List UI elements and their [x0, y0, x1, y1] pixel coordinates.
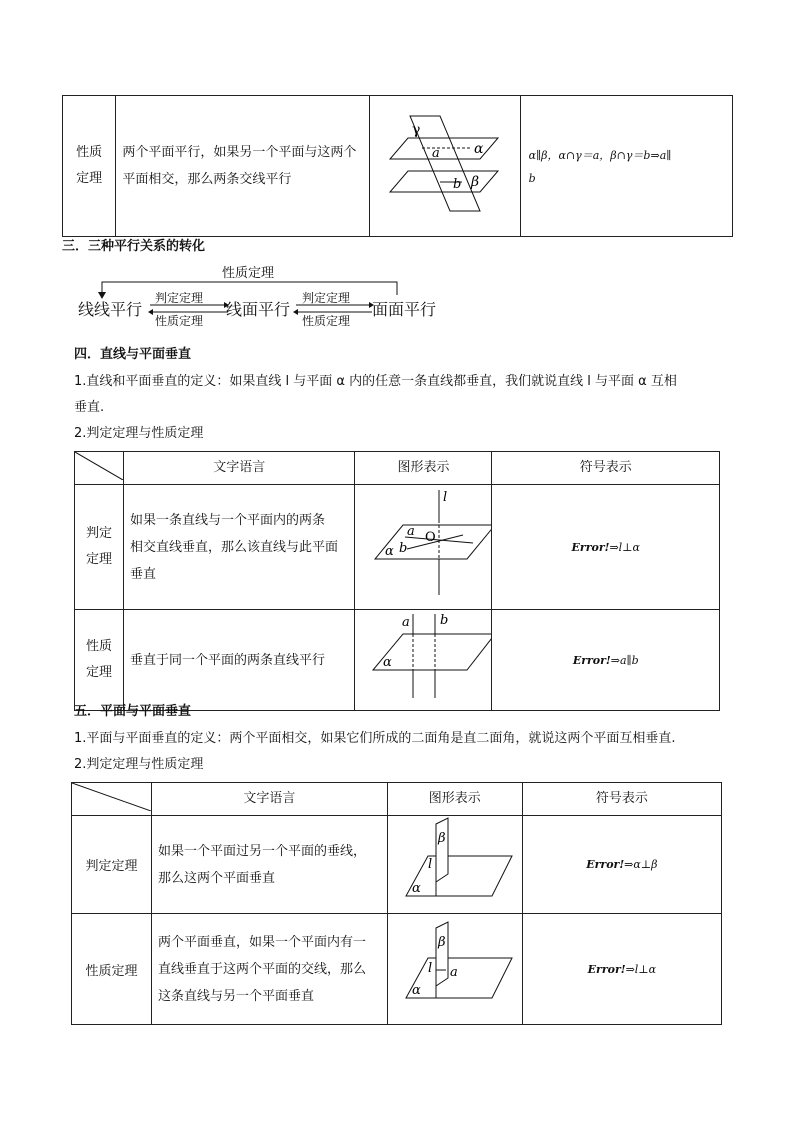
- label-gamma: γ: [411, 122, 421, 138]
- symbol-line2: b: [528, 172, 536, 185]
- row1-symbol-rest: ⇒l⊥α: [609, 540, 640, 554]
- label-o: O: [425, 530, 437, 545]
- parallel-planes-table: [62, 95, 733, 237]
- row1-symbol-error: Error!: [571, 540, 610, 554]
- label-alpha: α: [411, 881, 421, 896]
- header-text: 文字语言: [152, 783, 388, 816]
- section4-def-line2: 垂直.: [74, 400, 105, 415]
- parallel-planes-figure: [370, 96, 520, 232]
- row2-text1: 垂直于同一个平面的两条直线平行: [130, 652, 326, 668]
- arrow1-top: 判定定理: [155, 291, 204, 305]
- plane-perp-line-figure: [388, 914, 522, 1020]
- row1-symbol-error: Error!: [586, 858, 625, 871]
- row1-text2: 相交直线垂直，那么该直线与此平面: [130, 539, 339, 555]
- row2-name-cell: [75, 610, 124, 711]
- parallel-transformation-diagram: [78, 260, 458, 330]
- row2-name1: 性质: [85, 639, 112, 654]
- line-plane-perpendicular-table: [74, 451, 720, 711]
- arrow1-bottom: 性质定理: [155, 314, 204, 328]
- row1-text1: 如果一条直线与一个平面内的两条: [130, 512, 326, 528]
- section5-def-line: 1.平面与平面垂直的定义：两个平面相交，如果它们所成的二面角是直二面角，就说这两个平面互相垂直.: [74, 731, 676, 746]
- label-a: a: [449, 965, 458, 980]
- theorem-name: 性质定理: [76, 145, 103, 186]
- row2-symbol-rest: ⇒a∥b: [610, 653, 639, 667]
- node-line-line: 线线平行: [78, 300, 143, 319]
- header-figure: 图形表示: [355, 452, 492, 485]
- header-symbol: 符号表示: [492, 452, 720, 485]
- row1-text2: 那么这两个平面垂直: [158, 870, 276, 886]
- row2-name2: 定理: [85, 665, 112, 680]
- row1-symbol-rest: ⇒α⊥β: [624, 858, 658, 871]
- row2-symbol-cell: [522, 914, 721, 1025]
- label-a: a: [431, 146, 440, 161]
- row2-text3: 这条直线与另一个平面垂直: [158, 988, 315, 1004]
- plane-perp-plane-figure: [388, 816, 522, 909]
- arrow2-bottom: 性质定理: [302, 314, 351, 328]
- figure-cell: [369, 96, 520, 237]
- symbol-cell: [520, 96, 732, 237]
- row2-figure-cell: [355, 610, 492, 711]
- section4-heading: 四．直线与平面垂直: [74, 347, 192, 362]
- top-label: 性质定理: [222, 266, 275, 281]
- theorem-text-cell: [116, 96, 369, 237]
- label-b: b: [452, 177, 461, 192]
- label-b: b: [399, 541, 408, 556]
- diagonal-line: [72, 783, 151, 811]
- row2-symbol-rest: ⇒l⊥α: [625, 962, 657, 976]
- label-alpha: α: [473, 141, 484, 157]
- row2-symbol-error: Error!: [572, 653, 611, 667]
- theorem-name-cell: [63, 96, 116, 237]
- section4-sub: 2.判定定理与性质定理: [74, 426, 204, 441]
- row1-text-cell: [152, 816, 388, 914]
- row2-text1: 两个平面垂直，如果一个平面内有一: [158, 934, 367, 950]
- row2-text-cell: [124, 610, 355, 711]
- header-symbol: 符号表示: [522, 783, 721, 816]
- plane-plane-perpendicular-table: [71, 782, 722, 1025]
- row1-text1: 如果一个平面过另一个平面的垂线，: [158, 843, 367, 859]
- row2-name: 性质定理: [72, 914, 152, 1025]
- header-text: 文字语言: [124, 452, 355, 485]
- header-diagonal-cell: [72, 783, 152, 816]
- theorem-text: 两个平面平行，如果另一个平面与这两个平面相交，那么两条交线平行: [122, 145, 357, 187]
- row1-text3: 垂直: [130, 566, 157, 582]
- label-a: a: [407, 524, 416, 539]
- section4-def-line1: 1.直线和平面垂直的定义：如果直线 l 与平面 α 内的任意一条直线都垂直，我们就说直线 l 与平面 α 互相: [74, 374, 677, 389]
- parallel-perp-lines-figure: [355, 610, 491, 706]
- section5-heading: 五．平面与平面垂直: [74, 704, 192, 719]
- arrow2-top: 判定定理: [302, 291, 351, 305]
- row1-name: 判定定理: [72, 816, 152, 914]
- node-line-plane: 线面平行: [226, 300, 291, 319]
- label-b: b: [440, 613, 449, 628]
- row1-figure-cell: [355, 485, 492, 610]
- label-beta: β: [437, 831, 446, 846]
- row2-text2: 直线垂直于这两个平面的交线，那么: [158, 961, 367, 977]
- row1-figure-cell: [387, 816, 522, 914]
- row2-text-cell: [152, 914, 388, 1025]
- row1-name-cell: [75, 485, 124, 610]
- header-diagonal-cell: [75, 452, 124, 485]
- line-perp-plane-figure: [355, 485, 491, 605]
- row2-symbol-error: Error!: [587, 962, 626, 976]
- row1-symbol-cell: [522, 816, 721, 914]
- label-l: l: [443, 490, 448, 505]
- diagonal-line: [75, 452, 123, 480]
- row1-name2: 定理: [85, 552, 112, 567]
- label-alpha: α: [411, 983, 421, 998]
- row1-text-cell: [124, 485, 355, 610]
- label-a: a: [402, 615, 411, 630]
- header-figure: 图形表示: [387, 783, 522, 816]
- row1-name1: 判定: [85, 526, 112, 541]
- label-alpha: α: [383, 655, 393, 670]
- label-beta: β: [437, 935, 446, 950]
- row2-symbol-cell: [492, 610, 720, 711]
- section3-heading: 三．三种平行关系的转化: [62, 239, 206, 254]
- label-l: l: [427, 857, 432, 872]
- row2-figure-cell: [387, 914, 522, 1025]
- symbol-line1: α∥β，α∩γ＝a，β∩γ＝b⇒a∥: [528, 149, 672, 162]
- label-l: l: [427, 961, 432, 976]
- node-plane-plane: 面面平行: [372, 300, 437, 319]
- row1-symbol-cell: [492, 485, 720, 610]
- label-beta: β: [470, 174, 479, 190]
- label-alpha: α: [385, 544, 395, 559]
- section5-sub: 2.判定定理与性质定理: [74, 757, 204, 772]
